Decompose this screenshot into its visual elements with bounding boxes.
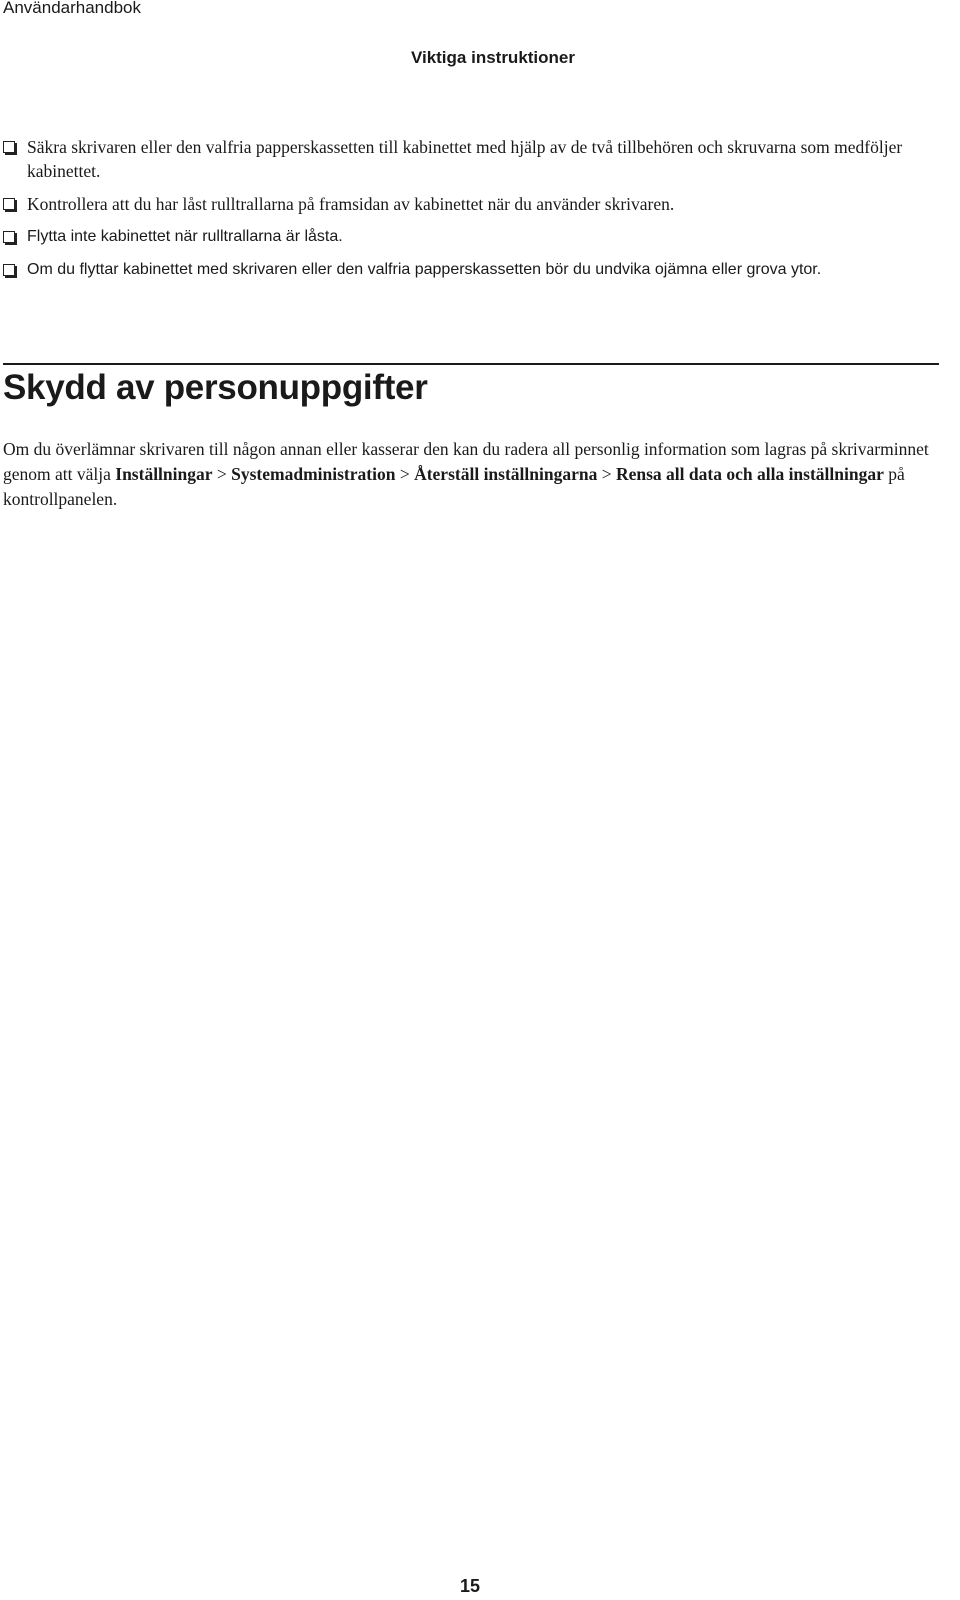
privacy-heading: Skydd av personuppgifter [3,368,428,407]
menu-path-settings: Inställningar [115,464,213,484]
list-item-text: Om du flyttar kabinettet med skrivaren eller den valfria papperskassetten bör du undvika ojämna eller grova ytor. [27,261,822,278]
section-title-text: Viktiga instruktioner [410,48,575,67]
menu-path-reset-settings: Återställ inställningarna [414,464,598,484]
checkbox-bullet-icon [3,198,15,210]
list-item [0,225,940,249]
menu-path-system-admin: Systemadministration [231,464,396,484]
list-item [0,135,940,183]
menu-separator: > [395,464,415,484]
privacy-outro: på kontrollpanelen. [3,464,905,509]
page-number: 15 [459,1576,481,1596]
menu-separator: > [212,464,232,484]
menu-path-clear-all-data: Rensa all data och alla inställningar [615,464,884,484]
checkbox-bullet-icon [3,141,15,153]
list-item-text: Säkra skrivaren eller den valfria papperskassetten till kabinettet med hjälp av de två tillbehören och skruvarna som medföljer kabinettet. [27,137,903,181]
section-divider [3,363,939,365]
checkbox-bullet-icon [3,264,15,276]
privacy-paragraph [3,437,933,512]
list-item [0,192,940,216]
privacy-intro: Om du överlämnar skrivaren till någon annan eller kasserar den kan du radera all personlig information som lagras på skrivarminnet genom att välja [3,439,929,484]
list-item [0,258,940,282]
instruction-list [0,135,940,291]
section-title [0,48,940,68]
running-title: Användarhandbok [3,0,142,17]
checkbox-bullet-icon [3,231,15,243]
list-item-text: Flytta inte kabinettet när rulltrallarna är låsta. [27,228,343,245]
list-item-text: Kontrollera att du har låst rulltrallarna på framsidan av kabinettet när du använder skrivaren. [27,194,675,214]
menu-separator: > [597,464,616,484]
